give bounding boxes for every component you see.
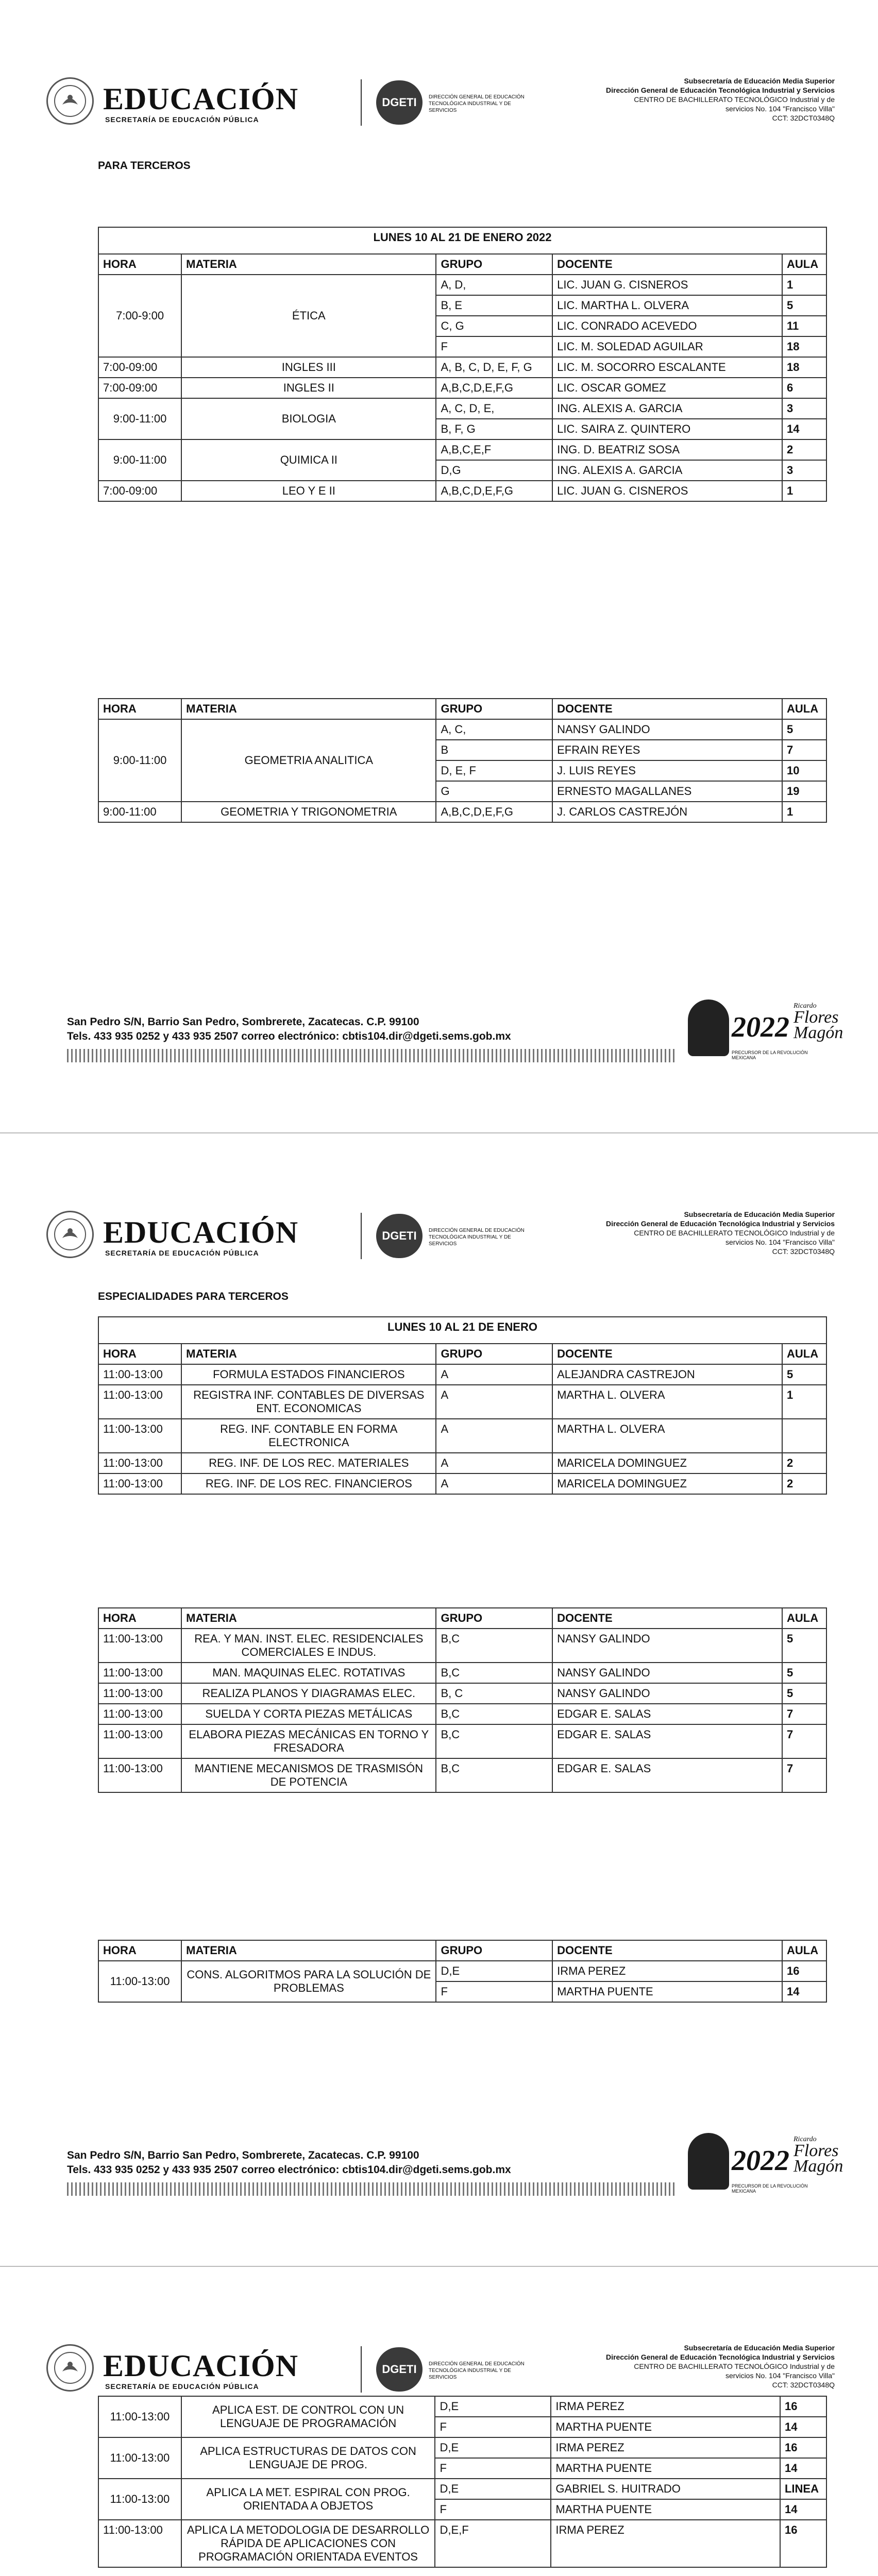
table-row bbox=[98, 378, 826, 398]
edu-subtitle: SECRETARÍA DE EDUCACIÓN PÚBLICA bbox=[105, 1249, 259, 1257]
column-header: AULA bbox=[782, 1608, 826, 1629]
docente-cell: LIC. OSCAR GOMEZ bbox=[552, 378, 782, 398]
hora-cell: 11:00-13:00 bbox=[98, 1473, 181, 1494]
page-3 bbox=[0, 2267, 878, 2576]
edu-subtitle: SECRETARÍA DE EDUCACIÓN PÚBLICA bbox=[105, 2382, 259, 2391]
eagle-seal-icon bbox=[52, 1216, 88, 1252]
column-header: AULA bbox=[782, 699, 826, 719]
grupo-cell: D,E bbox=[435, 2437, 551, 2458]
institution-info bbox=[546, 1210, 835, 1256]
materia-cell: QUIMICA II bbox=[181, 439, 436, 481]
aula-cell: 5 bbox=[782, 1629, 826, 1663]
table-row bbox=[98, 439, 826, 460]
info-line: CENTRO DE BACHILLERATO TECNOLÓGICO Industrial y de bbox=[634, 95, 835, 104]
year-name bbox=[793, 1003, 843, 1041]
grupo-cell: G bbox=[436, 781, 552, 802]
materia-cell: REG. INF. CONTABLE EN FORMA ELECTRONICA bbox=[181, 1419, 436, 1453]
docente-cell: LIC. JUAN G. CISNEROS bbox=[552, 481, 782, 501]
aula-cell: 3 bbox=[782, 460, 826, 481]
aula-cell: 7 bbox=[782, 740, 826, 760]
aula-cell: 1 bbox=[782, 275, 826, 295]
materia-cell: REALIZA PLANOS Y DIAGRAMAS ELEC. bbox=[181, 1683, 436, 1704]
info-line: Dirección General de Educación Tecnológica Industrial y Servicios bbox=[606, 2353, 835, 2361]
grupo-cell: A,B,C,D,E,F,G bbox=[436, 481, 552, 501]
edu-title: EDUCACIÓN bbox=[103, 1215, 299, 1249]
docente-cell: MARTHA L. OLVERA bbox=[552, 1419, 782, 1453]
table-row bbox=[98, 357, 826, 378]
docente-cell: ING. D. BEATRIZ SOSA bbox=[552, 439, 782, 460]
docente-cell: IRMA PEREZ bbox=[551, 2520, 780, 2567]
aula-cell: 10 bbox=[782, 760, 826, 781]
page-header bbox=[46, 72, 835, 134]
column-header: AULA bbox=[782, 1940, 826, 1961]
materia-cell: APLICA LA MET. ESPIRAL CON PROG. ORIENTADA A OBJETOS bbox=[181, 2479, 435, 2520]
hora-cell: 11:00-13:00 bbox=[98, 1663, 181, 1683]
section-label: PARA TERCEROS bbox=[98, 160, 191, 172]
grupo-cell: D,G bbox=[436, 460, 552, 481]
aula-cell: 5 bbox=[782, 719, 826, 740]
grupo-cell: D,E bbox=[436, 1961, 552, 1981]
aula-cell: 14 bbox=[780, 2458, 826, 2479]
name-line: Flores bbox=[793, 1008, 839, 1027]
hora-cell: 11:00-13:00 bbox=[98, 2396, 181, 2437]
info-line: CCT: 32DCT0348Q bbox=[772, 2381, 835, 2389]
table-row bbox=[98, 1629, 826, 1663]
hora-cell: 11:00-13:00 bbox=[98, 1758, 181, 1792]
grupo-cell: F bbox=[436, 1981, 552, 2002]
grupo-cell: B bbox=[436, 740, 552, 760]
name-line: Ricardo bbox=[793, 1002, 817, 1010]
grupo-cell: C, G bbox=[436, 316, 552, 336]
edu-subtitle: SECRETARÍA DE EDUCACIÓN PÚBLICA bbox=[105, 115, 259, 124]
docente-cell: NANSY GALINDO bbox=[552, 719, 782, 740]
schedule-table bbox=[98, 2396, 827, 2568]
info-line: CENTRO DE BACHILLERATO TECNOLÓGICO Industrial y de bbox=[634, 1229, 835, 1237]
aula-cell: LINEA bbox=[780, 2479, 826, 2499]
name-line: Ricardo bbox=[793, 2136, 817, 2143]
table-row bbox=[98, 1473, 826, 1494]
dgeti-text: DIRECCIÓN GENERAL DE EDUCACIÓN TECNOLÓGICA INDUSTRIAL Y DE SERVICIOS bbox=[429, 94, 525, 113]
materia-cell: REG. INF. DE LOS REC. FINANCIEROS bbox=[181, 1473, 436, 1494]
info-line: CCT: 32DCT0348Q bbox=[772, 1247, 835, 1256]
aula-cell: 7 bbox=[782, 1724, 826, 1758]
column-header: HORA bbox=[98, 254, 181, 275]
table-row bbox=[98, 481, 826, 501]
info-line: Subsecretaría de Educación Media Superior bbox=[684, 2344, 835, 2352]
docente-cell: J. LUIS REYES bbox=[552, 760, 782, 781]
docente-cell: IRMA PEREZ bbox=[551, 2396, 780, 2417]
table-row bbox=[98, 1385, 826, 1419]
aula-cell: 6 bbox=[782, 378, 826, 398]
docente-cell: LIC. JUAN G. CISNEROS bbox=[552, 275, 782, 295]
grupo-cell: A, C, bbox=[436, 719, 552, 740]
materia-cell: GEOMETRIA Y TRIGONOMETRIA bbox=[181, 802, 436, 822]
materia-cell: ELABORA PIEZAS MECÁNICAS EN TORNO Y FRESADORA bbox=[181, 1724, 436, 1758]
year-name bbox=[793, 2136, 843, 2174]
materia-cell: REA. Y MAN. INST. ELEC. RESIDENCIALES COMERCIALES E INDUS. bbox=[181, 1629, 436, 1663]
info-line: Dirección General de Educación Tecnológica Industrial y Servicios bbox=[606, 86, 835, 94]
table-row bbox=[98, 398, 826, 419]
table-row bbox=[98, 2437, 826, 2458]
info-line: servicios No. 104 "Francisco Villa" bbox=[725, 2371, 835, 2380]
page-footer bbox=[67, 999, 843, 1072]
hora-cell: 11:00-13:00 bbox=[98, 2520, 181, 2567]
aula-cell: 5 bbox=[782, 1364, 826, 1385]
dgeti-text: DIRECCIÓN GENERAL DE EDUCACIÓN TECNOLÓGICA INDUSTRIAL Y DE SERVICIOS bbox=[429, 1228, 525, 1247]
aula-cell: 1 bbox=[782, 802, 826, 822]
docente-cell: MARTHA PUENTE bbox=[551, 2417, 780, 2437]
aula-cell: 14 bbox=[780, 2499, 826, 2520]
grupo-cell: D,E bbox=[435, 2479, 551, 2499]
aula-cell: 5 bbox=[782, 295, 826, 316]
eagle-seal-icon bbox=[52, 83, 88, 119]
section-label: ESPECIALIDADES PARA TERCEROS bbox=[98, 1291, 289, 1302]
dgeti-logo: DGETI bbox=[376, 80, 423, 125]
aula-cell: 2 bbox=[782, 439, 826, 460]
column-header: MATERIA bbox=[181, 1608, 436, 1629]
page-header bbox=[46, 1206, 835, 1267]
docente-cell: GABRIEL S. HUITRADO bbox=[551, 2479, 780, 2499]
hora-cell: 7:00-09:00 bbox=[98, 481, 181, 501]
docente-cell: MARICELA DOMINGUEZ bbox=[552, 1473, 782, 1494]
info-line: CENTRO DE BACHILLERATO TECNOLÓGICO Industrial y de bbox=[634, 2362, 835, 2370]
materia-cell: APLICA LA METODOLOGIA DE DESARROLLO RÁPIDA DE APLICACIONES CON PROGRAMACIÓN ORIENTADA EVENTOS bbox=[181, 2520, 435, 2567]
grupo-cell: F bbox=[435, 2499, 551, 2520]
hora-cell: 7:00-09:00 bbox=[98, 357, 181, 378]
materia-cell: FORMULA ESTADOS FINANCIEROS bbox=[181, 1364, 436, 1385]
table-caption: LUNES 10 AL 21 DE ENERO 2022 bbox=[98, 227, 826, 254]
dgeti-text: DIRECCIÓN GENERAL DE EDUCACIÓN TECNOLÓGICA INDUSTRIAL Y DE SERVICIOS bbox=[429, 2361, 525, 2380]
year-caption: PRECURSOR DE LA REVOLUCIÓN MEXICANA bbox=[732, 2183, 808, 2194]
footer-contact: Tels. 433 935 0252 y 433 935 2507 correo electrónico: cbtis104.dir@dgeti.sems.gob.mx bbox=[67, 2164, 511, 2176]
aula-cell: 18 bbox=[782, 357, 826, 378]
grupo-cell: F bbox=[436, 336, 552, 357]
docente-cell: ING. ALEXIS A. GARCIA bbox=[552, 398, 782, 419]
hora-cell: 11:00-13:00 bbox=[98, 1419, 181, 1453]
column-header: DOCENTE bbox=[552, 1344, 782, 1364]
sep-seal-icon bbox=[46, 2344, 94, 2392]
year-mark: 2022 bbox=[732, 2145, 789, 2177]
docente-cell: ING. ALEXIS A. GARCIA bbox=[552, 460, 782, 481]
aula-cell: 16 bbox=[780, 2520, 826, 2567]
column-header: MATERIA bbox=[181, 1344, 436, 1364]
materia-cell: ÉTICA bbox=[181, 275, 436, 357]
aula-cell: 1 bbox=[782, 1385, 826, 1419]
schedule-table bbox=[98, 227, 827, 502]
grupo-cell: A,B,C,D,E,F,G bbox=[436, 802, 552, 822]
year-caption: PRECURSOR DE LA REVOLUCIÓN MEXICANA bbox=[732, 1050, 808, 1060]
table-row bbox=[98, 802, 826, 822]
column-header: MATERIA bbox=[181, 1940, 436, 1961]
sep-seal-icon bbox=[46, 77, 94, 125]
year-mark: 2022 bbox=[732, 1011, 789, 1043]
info-line: CCT: 32DCT0348Q bbox=[772, 114, 835, 122]
docente-cell: LIC. MARTHA L. OLVERA bbox=[552, 295, 782, 316]
aula-cell: 2 bbox=[782, 1453, 826, 1473]
page-1 bbox=[0, 0, 878, 1133]
column-header: AULA bbox=[782, 254, 826, 275]
column-header: GRUPO bbox=[436, 1344, 552, 1364]
docente-cell: MARICELA DOMINGUEZ bbox=[552, 1453, 782, 1473]
table-row bbox=[98, 1683, 826, 1704]
materia-cell: APLICA EST. DE CONTROL CON UN LENGUAJE DE PROGRAMACIÓN bbox=[181, 2396, 435, 2437]
column-header: HORA bbox=[98, 1940, 181, 1961]
header-divider bbox=[361, 2346, 362, 2393]
name-line: Magón bbox=[793, 1023, 843, 1042]
column-header: GRUPO bbox=[436, 1940, 552, 1961]
table-header-row bbox=[98, 1344, 826, 1364]
portrait-icon bbox=[688, 2133, 729, 2190]
info-line: servicios No. 104 "Francisco Villa" bbox=[725, 105, 835, 113]
materia-cell: MAN. MAQUINAS ELEC. ROTATIVAS bbox=[181, 1663, 436, 1683]
name-line: Magón bbox=[793, 2157, 843, 2176]
grupo-cell: A,B,C,E,F bbox=[436, 439, 552, 460]
aula-cell: 14 bbox=[782, 419, 826, 439]
table-row bbox=[98, 1758, 826, 1792]
aula-cell: 5 bbox=[782, 1683, 826, 1704]
materia-cell: GEOMETRIA ANALITICA bbox=[181, 719, 436, 802]
hora-cell: 7:00-9:00 bbox=[98, 275, 181, 357]
table-caption-row bbox=[98, 1317, 826, 1344]
grupo-cell: B,C bbox=[436, 1704, 552, 1724]
aula-cell: 16 bbox=[780, 2396, 826, 2417]
column-header: DOCENTE bbox=[552, 1608, 782, 1629]
column-header: DOCENTE bbox=[552, 254, 782, 275]
grupo-cell: D,E bbox=[435, 2396, 551, 2417]
docente-cell: ERNESTO MAGALLANES bbox=[552, 781, 782, 802]
column-header: AULA bbox=[782, 1344, 826, 1364]
table-row bbox=[98, 2520, 826, 2567]
hora-cell: 9:00-11:00 bbox=[98, 719, 181, 802]
table-row bbox=[98, 1663, 826, 1683]
materia-cell: REGISTRA INF. CONTABLES DE DIVERSAS ENT. ECONOMICAS bbox=[181, 1385, 436, 1419]
hora-cell: 9:00-11:00 bbox=[98, 439, 181, 481]
grupo-cell: A, C, D, E, bbox=[436, 398, 552, 419]
table-row bbox=[98, 1961, 826, 1981]
docente-cell: LIC. SAIRA Z. QUINTERO bbox=[552, 419, 782, 439]
docente-cell: LIC. CONRADO ACEVEDO bbox=[552, 316, 782, 336]
docente-cell: IRMA PEREZ bbox=[551, 2437, 780, 2458]
column-header: GRUPO bbox=[436, 699, 552, 719]
aula-cell: 16 bbox=[782, 1961, 826, 1981]
aula-cell: 7 bbox=[782, 1704, 826, 1724]
eagle-seal-icon bbox=[52, 2350, 88, 2386]
docente-cell: EDGAR E. SALAS bbox=[552, 1758, 782, 1792]
docente-cell: ALEJANDRA CASTREJON bbox=[552, 1364, 782, 1385]
column-header: DOCENTE bbox=[552, 1940, 782, 1961]
grupo-cell: D,E,F bbox=[435, 2520, 551, 2567]
table-row bbox=[98, 719, 826, 740]
info-line: Subsecretaría de Educación Media Superior bbox=[684, 1210, 835, 1218]
institution-info bbox=[546, 76, 835, 123]
footer-pattern bbox=[67, 2182, 675, 2196]
grupo-cell: A bbox=[436, 1419, 552, 1453]
materia-cell: INGLES II bbox=[181, 378, 436, 398]
docente-cell: EFRAIN REYES bbox=[552, 740, 782, 760]
materia-cell: MANTIENE MECANISMOS DE TRASMISÓN DE POTENCIA bbox=[181, 1758, 436, 1792]
hora-cell: 11:00-13:00 bbox=[98, 1961, 181, 2002]
grupo-cell: A bbox=[436, 1453, 552, 1473]
materia-cell: BIOLOGIA bbox=[181, 398, 436, 439]
column-header: HORA bbox=[98, 699, 181, 719]
materia-cell: APLICA ESTRUCTURAS DE DATOS CON LENGUAJE DE PROG. bbox=[181, 2437, 435, 2479]
grupo-cell: B,C bbox=[436, 1758, 552, 1792]
docente-cell: NANSY GALINDO bbox=[552, 1683, 782, 1704]
schedule-table bbox=[98, 698, 827, 823]
schedule-table bbox=[98, 1940, 827, 2003]
page-2 bbox=[0, 1133, 878, 2267]
table-row bbox=[98, 2396, 826, 2417]
hora-cell: 9:00-11:00 bbox=[98, 398, 181, 439]
aula-cell: 16 bbox=[780, 2437, 826, 2458]
table-caption-row bbox=[98, 227, 826, 254]
docente-cell: LIC. M. SOLEDAD AGUILAR bbox=[552, 336, 782, 357]
column-header: DOCENTE bbox=[552, 699, 782, 719]
materia-cell: SUELDA Y CORTA PIEZAS METÁLICAS bbox=[181, 1704, 436, 1724]
hora-cell: 11:00-13:00 bbox=[98, 2479, 181, 2520]
grupo-cell: F bbox=[435, 2417, 551, 2437]
materia-cell: INGLES III bbox=[181, 357, 436, 378]
column-header: GRUPO bbox=[436, 1608, 552, 1629]
docente-cell: EDGAR E. SALAS bbox=[552, 1724, 782, 1758]
dgeti-logo: DGETI bbox=[376, 2347, 423, 2392]
page-footer bbox=[67, 2133, 843, 2205]
info-line: servicios No. 104 "Francisco Villa" bbox=[725, 1238, 835, 1246]
hora-cell: 11:00-13:00 bbox=[98, 1704, 181, 1724]
hora-cell: 11:00-13:00 bbox=[98, 1453, 181, 1473]
institution-info bbox=[546, 2343, 835, 2389]
table-row bbox=[98, 1724, 826, 1758]
aula-cell: 1 bbox=[782, 481, 826, 501]
header-divider bbox=[361, 79, 362, 126]
grupo-cell: A bbox=[436, 1473, 552, 1494]
edu-title: EDUCACIÓN bbox=[103, 82, 299, 116]
hora-cell: 11:00-13:00 bbox=[98, 1385, 181, 1419]
hora-cell: 11:00-13:00 bbox=[98, 1629, 181, 1663]
column-header: MATERIA bbox=[181, 254, 436, 275]
edu-title: EDUCACIÓN bbox=[103, 2349, 299, 2383]
grupo-cell: D, E, F bbox=[436, 760, 552, 781]
docente-cell: J. CARLOS CASTREJÓN bbox=[552, 802, 782, 822]
hora-cell: 11:00-13:00 bbox=[98, 1683, 181, 1704]
grupo-cell: B, E bbox=[436, 295, 552, 316]
table-row bbox=[98, 2479, 826, 2499]
grupo-cell: B, F, G bbox=[436, 419, 552, 439]
schedule-table bbox=[98, 1607, 827, 1793]
materia-cell: REG. INF. DE LOS REC. MATERIALES bbox=[181, 1453, 436, 1473]
dgeti-logo: DGETI bbox=[376, 1214, 423, 1258]
docente-cell: NANSY GALINDO bbox=[552, 1663, 782, 1683]
grupo-cell: B,C bbox=[436, 1724, 552, 1758]
table-header-row bbox=[98, 1940, 826, 1961]
grupo-cell: A, D, bbox=[436, 275, 552, 295]
footer-contact: Tels. 433 935 0252 y 433 935 2507 correo electrónico: cbtis104.dir@dgeti.sems.gob.mx bbox=[67, 1030, 511, 1042]
table-caption: LUNES 10 AL 21 DE ENERO bbox=[98, 1317, 826, 1344]
table-row bbox=[98, 275, 826, 295]
grupo-cell: B,C bbox=[436, 1629, 552, 1663]
table-row bbox=[98, 1419, 826, 1453]
aula-cell: 19 bbox=[782, 781, 826, 802]
header-divider bbox=[361, 1213, 362, 1259]
table-row bbox=[98, 1704, 826, 1724]
table-header-row bbox=[98, 254, 826, 275]
hora-cell: 11:00-13:00 bbox=[98, 2437, 181, 2479]
docente-cell: NANSY GALINDO bbox=[552, 1629, 782, 1663]
schedule-table bbox=[98, 1316, 827, 1495]
grupo-cell: B, C bbox=[436, 1683, 552, 1704]
grupo-cell: A,B,C,D,E,F,G bbox=[436, 378, 552, 398]
docente-cell: LIC. M. SOCORRO ESCALANTE bbox=[552, 357, 782, 378]
aula-cell: 2 bbox=[782, 1473, 826, 1494]
footer-address: San Pedro S/N, Barrio San Pedro, Sombrerete, Zacatecas. C.P. 99100 bbox=[67, 1016, 419, 1028]
footer-text bbox=[67, 2148, 511, 2177]
column-header: HORA bbox=[98, 1608, 181, 1629]
aula-cell: 5 bbox=[782, 1663, 826, 1683]
grupo-cell: A, B, C, D, E, F, G bbox=[436, 357, 552, 378]
grupo-cell: A bbox=[436, 1364, 552, 1385]
footer-text bbox=[67, 1015, 511, 1044]
info-line: Dirección General de Educación Tecnológica Industrial y Servicios bbox=[606, 1219, 835, 1228]
aula-cell: 18 bbox=[782, 336, 826, 357]
aula-cell: 14 bbox=[780, 2417, 826, 2437]
hora-cell: 9:00-11:00 bbox=[98, 802, 181, 822]
portrait-icon bbox=[688, 999, 729, 1056]
table-header-row bbox=[98, 1608, 826, 1629]
hora-cell: 7:00-09:00 bbox=[98, 378, 181, 398]
aula-cell: 14 bbox=[782, 1981, 826, 2002]
table-row bbox=[98, 1453, 826, 1473]
footer-address: San Pedro S/N, Barrio San Pedro, Sombrerete, Zacatecas. C.P. 99100 bbox=[67, 2149, 419, 2161]
table-header-row bbox=[98, 699, 826, 719]
column-header: HORA bbox=[98, 1344, 181, 1364]
grupo-cell: B,C bbox=[436, 1663, 552, 1683]
table-row bbox=[98, 1364, 826, 1385]
aula-cell: 11 bbox=[782, 316, 826, 336]
docente-cell: EDGAR E. SALAS bbox=[552, 1704, 782, 1724]
sep-seal-icon bbox=[46, 1211, 94, 1258]
docente-cell: MARTHA PUENTE bbox=[551, 2458, 780, 2479]
materia-cell: CONS. ALGORITMOS PARA LA SOLUCIÓN DE PROBLEMAS bbox=[181, 1961, 436, 2002]
aula-cell bbox=[782, 1419, 826, 1453]
docente-cell: MARTHA PUENTE bbox=[551, 2499, 780, 2520]
info-line: Subsecretaría de Educación Media Superior bbox=[684, 77, 835, 85]
docente-cell: IRMA PEREZ bbox=[552, 1961, 782, 1981]
grupo-cell: F bbox=[435, 2458, 551, 2479]
column-header: MATERIA bbox=[181, 699, 436, 719]
aula-cell: 3 bbox=[782, 398, 826, 419]
aula-cell: 7 bbox=[782, 1758, 826, 1792]
materia-cell: LEO Y E II bbox=[181, 481, 436, 501]
hora-cell: 11:00-13:00 bbox=[98, 1724, 181, 1758]
grupo-cell: A bbox=[436, 1385, 552, 1419]
docente-cell: MARTHA L. OLVERA bbox=[552, 1385, 782, 1419]
column-header: GRUPO bbox=[436, 254, 552, 275]
page-header bbox=[46, 2339, 835, 2401]
name-line: Flores bbox=[793, 2141, 839, 2160]
hora-cell: 11:00-13:00 bbox=[98, 1364, 181, 1385]
footer-pattern bbox=[67, 1049, 675, 1062]
docente-cell: MARTHA PUENTE bbox=[552, 1981, 782, 2002]
